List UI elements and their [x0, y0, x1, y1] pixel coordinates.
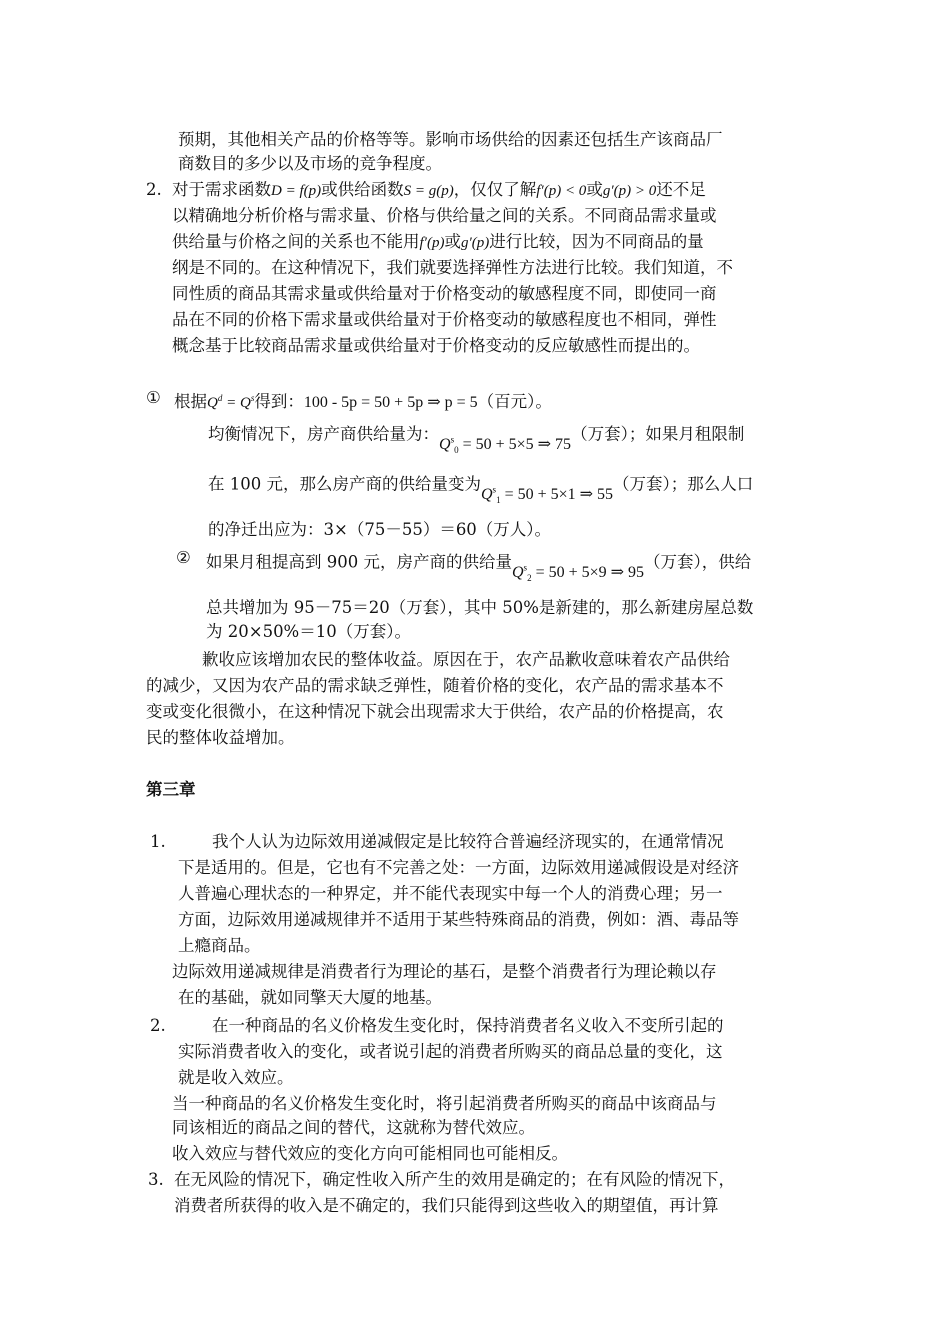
paragraph-line: 纲是不同的。在这种情况下，我们就要选择弹性方法进行比较。我们知道，不	[172, 258, 733, 277]
derivative-f-formula: f′(p) < 0	[536, 183, 587, 199]
chapter-heading: 第三章	[146, 780, 196, 799]
paragraph-line: 实际消费者收入的变化，或者说引起的消费者所购买的商品总量的变化，这	[178, 1042, 723, 1061]
paragraph-line: 的净迁出应为：3×（75－55）＝60（万人）。	[208, 520, 552, 539]
supply-q0-formula: $Q^s_0 = 50 + 5\times 5$ ⇒ 75	[439, 435, 572, 456]
paragraph-line: 为 20×50%＝10（万套）。	[206, 622, 411, 641]
paragraph-line: 供给量与价格之间的关系也不能用f′(p)或g′(p)进行比较，因为不同商品的量	[172, 232, 704, 251]
list-number: ①	[146, 388, 161, 407]
paragraph-line: 商数目的多少以及市场的竞争程度。	[178, 154, 442, 173]
paragraph-line: 概念基于比较商品需求量或供给量对于价格变动的反应敏感性而提出的。	[172, 336, 700, 355]
paragraph-line: 当一种商品的名义价格发生变化时，将引起消费者所购买的商品中该商品与	[172, 1094, 717, 1113]
paragraph-line: 方面，边际效用递减规律并不适用于某些特殊商品的消费，例如：酒、毒品等	[178, 910, 739, 929]
paragraph-line: 对于需求函数D = f(p)或供给函数S = g(p)，仅仅了解f′(p) < 0或g′(p) > 0还不足	[172, 180, 706, 199]
list-number: 3.	[148, 1170, 164, 1189]
paragraph-line: 总共增加为 95－75＝20（万套），其中 50%是新建的，那么新建房屋总数	[206, 598, 754, 617]
list-number: 1.	[150, 832, 166, 851]
supply-q2-formula: $Q^s_2 = 50 + 5\times 9$ ⇒ 95	[511, 563, 645, 584]
paragraph-line: 民的整体收益增加。	[146, 728, 295, 747]
paragraph-line: 在一种商品的名义价格发生变化时，保持消费者名义收入不变所引起的	[212, 1016, 724, 1035]
paragraph-line: 以精确地分析价格与需求量、价格与供给量之间的关系。不同商品需求量或	[172, 206, 717, 225]
paragraph-line: 人普遍心理状态的一种界定，并不能代表现实中每一个人的消费心理；另一	[178, 884, 723, 903]
supply-function-formula: S = g(p)	[403, 183, 454, 199]
paragraph-line: 均衡情况下，房产商供给量为：$Q^s_0 = 50 + 5\times 5$ ⇒ 75（万套）；如果月租限制	[208, 424, 745, 456]
list-number: 2.	[150, 1016, 166, 1035]
paragraph-line: 收入效应与替代效应的变化方向可能相同也可能相反。	[172, 1144, 568, 1163]
paragraph-line: 根据$Q^d = Q^s$得到：100 - 5p = 50 + 5p ⇒ p = 5（百元）。	[174, 392, 552, 411]
paragraph-line: 消费者所获得的收入是不确定的，我们只能得到这些收入的期望值，再计算	[174, 1196, 719, 1215]
paragraph-line: 我个人认为边际效用递减假定是比较符合普遍经济现实的，在通常情况	[212, 832, 724, 851]
paragraph-line: 在 100 元，那么房产商的供给量变为$Q^s_1 = 50 + 5\times 1$ ⇒ 55（万套）；那么人口	[208, 474, 754, 506]
paragraph-line: 同该相近的商品之间的替代，这就称为替代效应。	[172, 1118, 535, 1137]
derivative-g-formula: g′(p) > 0	[602, 183, 657, 199]
equilibrium-condition-formula: $Q^d = Q^s$	[207, 393, 255, 411]
paragraph-line: 上瘾商品。	[178, 936, 261, 955]
paragraph-line: 在的基础，就如同擎天大厦的地基。	[178, 988, 442, 1007]
paragraph-line: 如果月租提高到 900 元，房产商的供给量$Q^s_2 = 50 + 5\times 9$ ⇒ 95（万套），供给	[206, 552, 752, 584]
derivative-f-formula: f′(p)	[419, 235, 445, 251]
paragraph-line: 同性质的商品其需求量或供给量对于价格变动的敏感程度不同，即使同一商	[172, 284, 717, 303]
paragraph-line: 品在不同的价格下需求量或供给量对于价格变动的敏感程度也不相同，弹性	[172, 310, 717, 329]
paragraph-line: 预期，其他相关产品的价格等等。影响市场供给的因素还包括生产该商品厂	[178, 130, 723, 149]
paragraph-line: 变或变化很微小，在这种情况下就会出现需求大于供给，农产品的价格提高，农	[146, 702, 724, 721]
paragraph-line: 下是适用的。但是，它也有不完善之处：一方面，边际效用递减假设是对经济	[178, 858, 739, 877]
paragraph-line: 的减少，又因为农产品的需求缺乏弹性，随着价格的变化，农产品的需求基本不	[146, 676, 724, 695]
equilibrium-price-formula: 100 - 5p = 50 + 5p ⇒ p = 5	[303, 394, 478, 411]
list-number: 2.	[146, 180, 162, 199]
paragraph-line: 就是收入效应。	[178, 1068, 294, 1087]
derivative-g-formula: g′(p)	[460, 235, 490, 251]
paragraph-line: 在无风险的情况下，确定性收入所产生的效用是确定的；在有风险的情况下，	[174, 1170, 735, 1189]
demand-function-formula: D = f(p)	[271, 183, 322, 199]
supply-q1-formula: $Q^s_1 = 50 + 5\times 1$ ⇒ 55	[480, 485, 614, 506]
list-number: ②	[176, 548, 191, 567]
paragraph-line: 边际效用递减规律是消费者行为理论的基石，是整个消费者行为理论赖以存	[172, 962, 717, 981]
paragraph-line: 歉收应该增加农民的整体收益。原因在于，农产品歉收意味着农产品供给	[202, 650, 730, 669]
